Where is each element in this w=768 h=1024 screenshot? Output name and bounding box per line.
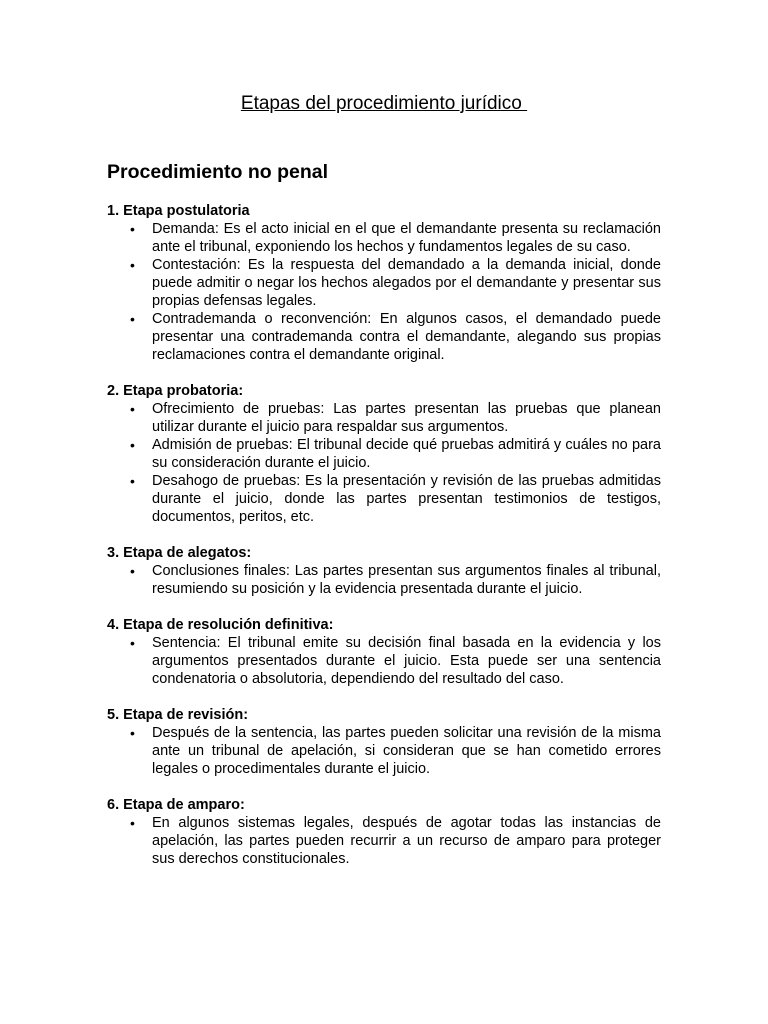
list-item (107, 562, 661, 598)
bullet-icon: • (130, 221, 135, 237)
bullet-list (107, 724, 661, 778)
bullet-list (107, 220, 661, 364)
list-item-text: Contrademanda o reconvención: En algunos casos, el demandado puede presentar una contrademanda contra el demandante, alegando sus propias reclamaciones contra el demandante original. (152, 311, 661, 363)
stage-6 (107, 796, 661, 868)
list-item-text: Sentencia: El tribunal emite su decisión final basada en la evidencia y los argumentos presentados durante el juicio. Esta puede ser una sentencia condenatoria o absolutoria, dependiendo del resultado del caso. (152, 635, 661, 687)
list-item-text: En algunos sistemas legales, después de agotar todas las instancias de apelación, las partes pueden recurrir a un recurso de amparo para proteger sus derechos constitucionales. (152, 815, 661, 867)
bullet-icon: • (130, 473, 135, 489)
list-item-text: Contestación: Es la respuesta del demandado a la demanda inicial, donde puede admitir o negar los hechos alegados por el demandante y presentar sus propias defensas legales. (152, 257, 661, 309)
bullet-icon: • (130, 401, 135, 417)
bullet-icon: • (130, 311, 135, 327)
stage-heading: 3. Etapa de alegatos: (107, 545, 252, 561)
list-item (107, 256, 661, 310)
stage-heading: 5. Etapa de revisión: (107, 707, 249, 723)
stage-heading: 6. Etapa de amparo: (107, 797, 245, 813)
stage-2 (107, 382, 661, 526)
bullet-list (107, 400, 661, 526)
list-item (107, 436, 661, 472)
list-item (107, 310, 661, 364)
list-item (107, 724, 661, 778)
document-page (107, 92, 661, 886)
bullet-icon: • (130, 257, 135, 273)
list-item-text: Conclusiones finales: Las partes presentan sus argumentos finales al tribunal, resumiendo su posición y la evidencia presentada durante el juicio. (152, 563, 661, 597)
stage-3 (107, 544, 661, 598)
list-item-text: Después de la sentencia, las partes pueden solicitar una revisión de la misma ante un tribunal de apelación, si consideran que se han cometido errores legales o procedimentales durante el juicio. (152, 725, 661, 777)
bullet-icon: • (130, 815, 135, 831)
bullet-list (107, 634, 661, 688)
bullet-icon: • (130, 635, 135, 651)
stage-5 (107, 706, 661, 778)
stage-heading: 2. Etapa probatoria: (107, 383, 244, 399)
stage-heading: 4. Etapa de resolución definitiva: (107, 617, 334, 633)
list-item-text: Desahogo de pruebas: Es la presentación y revisión de las pruebas admitidas durante el juicio, donde las partes presentan testimonios de testigos, documentos, peritos, etc. (152, 473, 661, 525)
list-item (107, 814, 661, 868)
list-item (107, 634, 661, 688)
list-item (107, 220, 661, 256)
stage-4 (107, 616, 661, 688)
list-item-text: Ofrecimiento de pruebas: Las partes presentan las pruebas que planean utilizar durante el juicio para respaldar sus argumentos. (152, 401, 661, 435)
list-item-text: Admisión de pruebas: El tribunal decide qué pruebas admitirá y cuáles no para su consideración durante el juicio. (152, 437, 661, 471)
list-item (107, 472, 661, 526)
list-item (107, 400, 661, 436)
bullet-list (107, 562, 661, 598)
section-title: Procedimiento no penal (107, 161, 329, 183)
bullet-icon: • (130, 563, 135, 579)
list-item-text: Demanda: Es el acto inicial en el que el demandante presenta su reclamación ante el tribunal, exponiendo los hechos y fundamentos legales de su caso. (152, 221, 661, 255)
stage-1 (107, 202, 661, 364)
bullet-list (107, 814, 661, 868)
bullet-icon: • (130, 725, 135, 741)
bullet-icon: • (130, 437, 135, 453)
stage-heading: 1. Etapa postulatoria (107, 203, 250, 219)
document-title: Etapas del procedimiento jurídico (240, 93, 528, 114)
